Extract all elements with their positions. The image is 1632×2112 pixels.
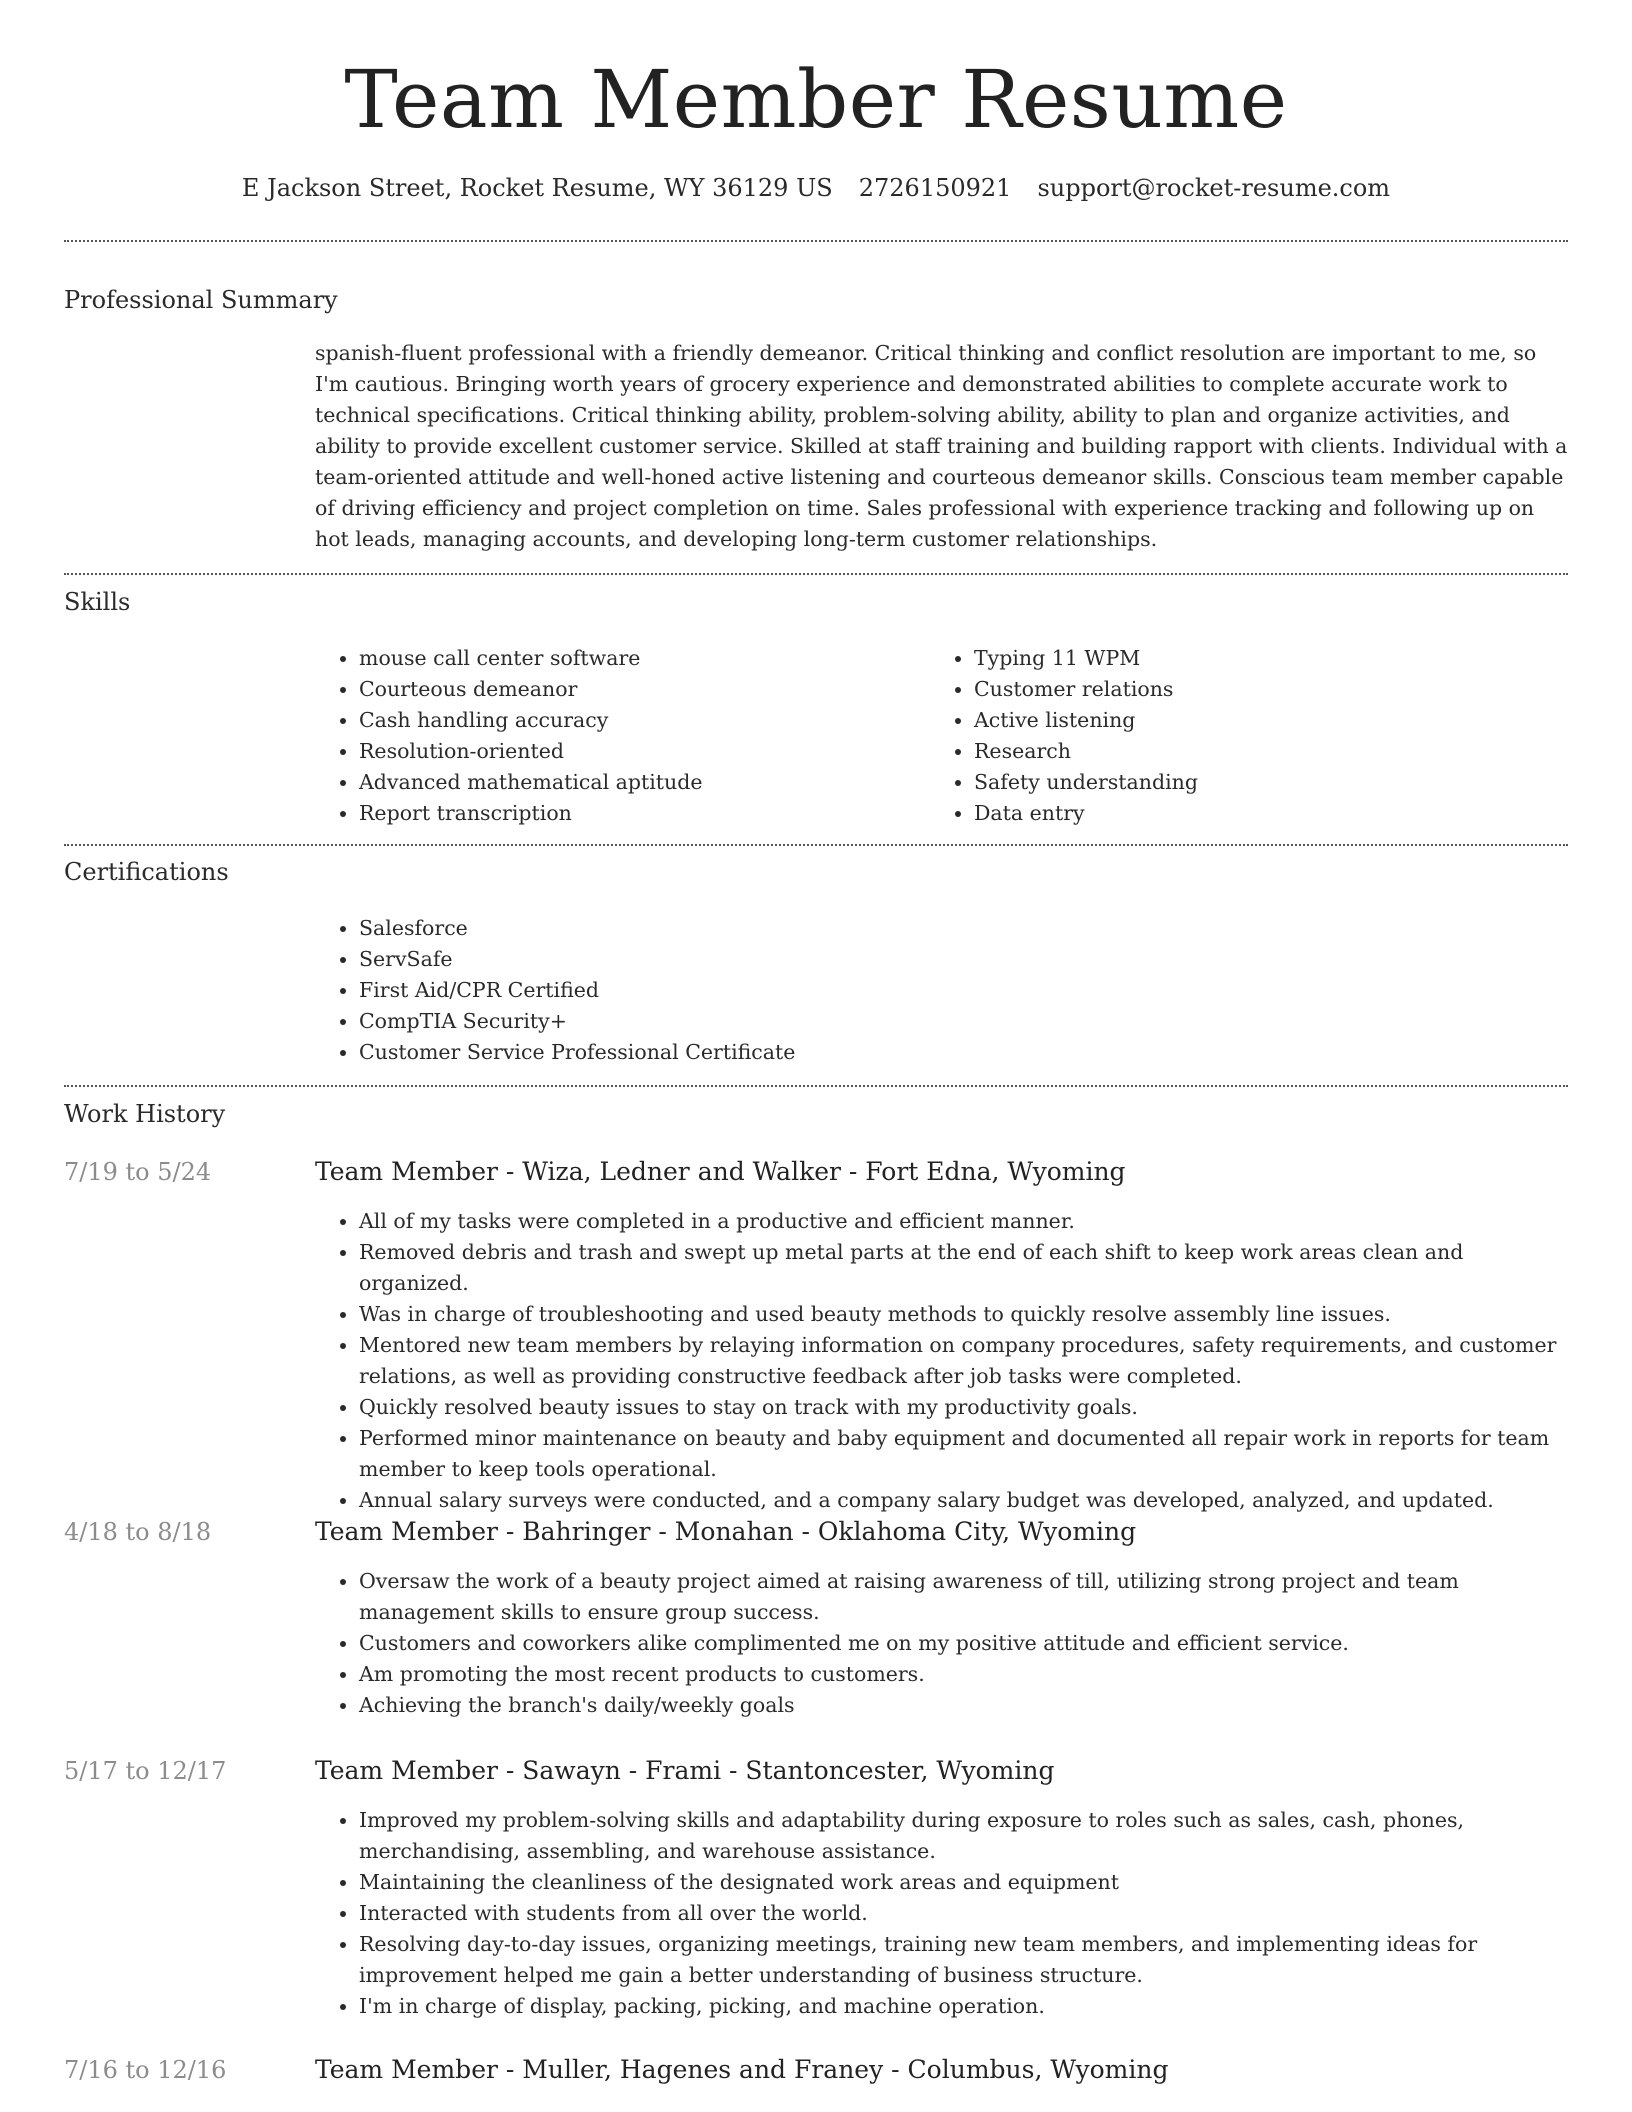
- skills-list-right: [930, 643, 1574, 829]
- job-bullet: • Achieving the branch's daily/weekly goals: [359, 1690, 1568, 1721]
- resume-title: Team Member Resume: [344, 53, 1288, 146]
- job-title: Team Member - Bahringer - Monahan - Oklahoma City, Wyoming: [315, 1517, 1137, 1546]
- certification-item: • Customer Service Professional Certificate: [359, 1037, 1559, 1068]
- skill-item: • Data entry: [974, 798, 1574, 829]
- certification-item: • First Aid/CPR Certified: [359, 975, 1559, 1006]
- divider: [64, 573, 1568, 575]
- job-bullet: • I'm in charge of display, packing, picking, and machine operation.: [359, 1991, 1568, 2022]
- skill-item: • Advanced mathematical aptitude: [359, 767, 929, 798]
- skill-item: • Safety understanding: [974, 767, 1574, 798]
- job-date: 7/19 to 5/24: [64, 1158, 212, 1186]
- job-bullet: • Improved my problem-solving skills and adaptability during exposure to roles such as sales, cash, phones, merchandising, assembling, and warehouse assistance.: [359, 1805, 1568, 1867]
- skills-heading: Skills: [64, 588, 131, 616]
- job-date: 5/17 to 12/17: [64, 1757, 227, 1785]
- job-title: Team Member - Wiza, Ledner and Walker - Fort Edna, Wyoming: [315, 1157, 1126, 1186]
- job-bullet: • All of my tasks were completed in a productive and efficient manner.: [359, 1206, 1568, 1237]
- skill-item: • Customer relations: [974, 674, 1574, 705]
- job-bullet: • Maintaining the cleanliness of the designated work areas and equipment: [359, 1867, 1568, 1898]
- certification-item: • ServSafe: [359, 944, 1559, 975]
- job-bullet: • Oversaw the work of a beauty project aimed at raising awareness of till, utilizing strong project and team management skills to ensure group success.: [359, 1566, 1568, 1628]
- job-title: Team Member - Sawayn - Frami - Stantoncester, Wyoming: [315, 1756, 1055, 1785]
- skill-item: • Courteous demeanor: [359, 674, 929, 705]
- skill-item: • Report transcription: [359, 798, 929, 829]
- job-date: 4/18 to 8/18: [64, 1518, 212, 1546]
- job-bullet: • Customers and coworkers alike complimented me on my positive attitude and efficient service.: [359, 1628, 1568, 1659]
- divider: [64, 844, 1568, 846]
- job-bullet: • Resolving day-to-day issues, organizing meetings, training new team members, and implementing ideas for improvement helped me gain a better understanding of business structure.: [359, 1929, 1568, 1991]
- job-bullets: [315, 1206, 1568, 1516]
- certifications-heading: Certifications: [64, 858, 229, 886]
- job-bullet: • Was in charge of troubleshooting and used beauty methods to quickly resolve assembly line issues.: [359, 1299, 1568, 1330]
- work-history-heading: Work History: [64, 1100, 226, 1128]
- contact-line: [64, 168, 1568, 208]
- contact-email: support@rocket-resume.com: [1037, 174, 1391, 202]
- skill-item: • Typing 11 WPM: [974, 643, 1574, 674]
- divider: [64, 240, 1568, 242]
- job-bullets: [315, 1566, 1568, 1721]
- divider: [64, 1085, 1568, 1087]
- skill-item: • Active listening: [974, 705, 1574, 736]
- job-bullet: • Am promoting the most recent products to customers.: [359, 1659, 1568, 1690]
- skill-item: • Cash handling accuracy: [359, 705, 929, 736]
- skills-list-left: [315, 643, 929, 829]
- skill-item: • mouse call center software: [359, 643, 929, 674]
- job-date: 7/16 to 12/16: [64, 2056, 227, 2084]
- summary-heading: Professional Summary: [64, 286, 338, 314]
- certifications-list: [315, 913, 1559, 1068]
- skill-item: • Resolution-oriented: [359, 736, 929, 767]
- job-bullet: • Annual salary surveys were conducted, and a company salary budget was developed, analyzed, and updated.: [359, 1485, 1568, 1516]
- job-bullets: [315, 1805, 1568, 2022]
- summary-text: spanish-fluent professional with a friendly demeanor. Critical thinking and conflict resolution are important to me, so I'm cautious. Bringing worth years of grocery experience and demonstrated abilities to complete accurate work to technical specifications. Critical thinking ability, problem-solving ability, ability to plan and organize activities, and ability to provide excellent customer service. Skilled at staff training and building rapport with clients. Individual with a team-oriented attitude and well-honed active listening and courteous demeanor skills. Conscious team member capable of driving efficiency and project completion on time. Sales professional with experience tracking and following up on hot leads, managing accounts, and developing long-term customer relationships.: [315, 341, 1568, 551]
- job-bullet: • Mentored new team members by relaying information on company procedures, safety requirements, and customer relations, as well as providing constructive feedback after job tasks were completed.: [359, 1330, 1568, 1392]
- job-bullet: • Interacted with students from all over the world.: [359, 1898, 1568, 1929]
- certification-item: • Salesforce: [359, 913, 1559, 944]
- contact-address: E Jackson Street, Rocket Resume, WY 36129 US: [241, 174, 833, 202]
- job-bullet: • Performed minor maintenance on beauty and baby equipment and documented all repair work in reports for team member to keep tools operational.: [359, 1423, 1568, 1485]
- certification-item: • CompTIA Security+: [359, 1006, 1559, 1037]
- job-title: Team Member - Muller, Hagenes and Franey - Columbus, Wyoming: [315, 2055, 1169, 2084]
- contact-phone: 2726150921: [858, 174, 1012, 202]
- job-bullet: • Removed debris and trash and swept up metal parts at the end of each shift to keep work areas clean and organized.: [359, 1237, 1568, 1299]
- job-bullet: • Quickly resolved beauty issues to stay on track with my productivity goals.: [359, 1392, 1568, 1423]
- skill-item: • Research: [974, 736, 1574, 767]
